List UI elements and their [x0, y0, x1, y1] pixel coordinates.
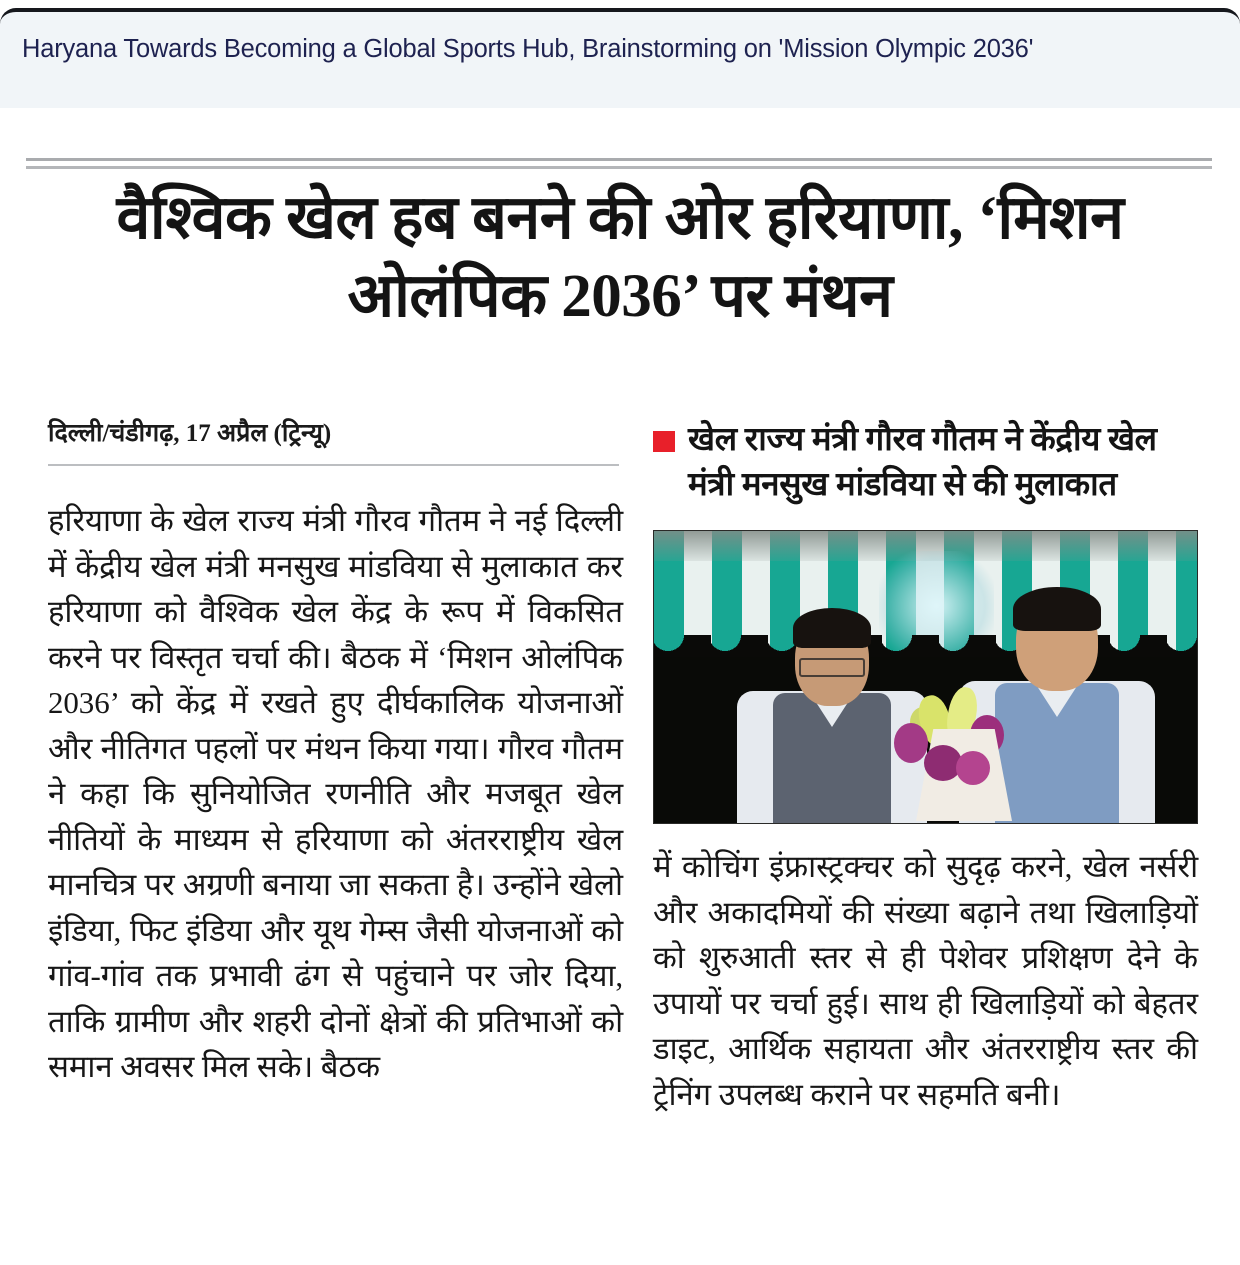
left-person-hair — [793, 608, 871, 648]
flower-bouquet — [890, 671, 1022, 821]
right-person-hair — [1013, 587, 1101, 631]
window-title-bar — [0, 8, 1240, 108]
dateline: दिल्ली/चंडीगढ़, 17 अप्रैल (ट्रिन्यू) — [48, 420, 332, 447]
left-column — [48, 418, 631, 1090]
left-person-vest — [773, 693, 891, 823]
newspaper-clipping — [0, 108, 1240, 1265]
bouquet-flower — [894, 723, 928, 763]
kicker-text: खेल राज्य मंत्री गौरव गौतम ने केंद्रीय खेल मंत्री मनसुख मांडविया से की मुलाकात — [688, 422, 1165, 503]
right-column-body: में कोचिंग इंफ्रास्ट्रक्चर को सुदृढ़ करने, खेल नर्सरी और अकादमियों की संख्या बढ़ाने तथा खिलाड़ियों को शुरुआती स्तर से ही पेशेवर प्रशिक्षण देने के उपायों पर चर्चा हुई। साथ ही खिलाड़ियों को बेहतर डाइट, आर्थिक सहायता और अंतरराष्ट्रीय स्तर की ट्रेनिंग उपलब्ध कराने पर सहमति बनी। — [653, 849, 1206, 1112]
top-rule-secondary — [26, 166, 1212, 169]
dateline-rule — [48, 464, 619, 466]
bouquet-flower — [956, 751, 990, 785]
top-rule-primary — [26, 158, 1212, 161]
page-title: Haryana Towards Becoming a Global Sports Hub, Brainstorming on 'Mission Olympic 2036' — [22, 35, 1034, 63]
glasses-icon — [799, 658, 865, 677]
article-photo — [653, 530, 1198, 824]
right-column — [653, 418, 1206, 1117]
article-headline: वैश्विक खेल हब बनने की ओर हरियाणा, ‘मिशन ओलंपिक 2036’ पर मंथन — [116, 185, 1139, 330]
left-column-body: हरियाणा के खेल राज्य मंत्री गौरव गौतम ने नई दिल्ली में केंद्रीय खेल मंत्री मनसुख मांडविया से मुलाकात कर हरियाणा को वैश्विक खेल केंद्र के रूप में विकसित करने पर विस्तृत चर्चा की। बैठक में ‘मिशन ओलंपिक 2036’ को केंद्र में रखते हुए दीर्घकालिक योजनाओं और नीतिगत पहलों पर मंथन किया गया। गौरव गौतम ने कहा कि सुनियोजित रणनीति और मजबूत खेल नीतियों के माध्यम से हरियाणा को अंतरराष्ट्रीय खेल मानचित्र पर अग्रणी बनाया जा सकता है। उन्होंने खेलो इंडिया, फिट इंडिया और यूथ गेम्स जैसी योजनाओं को गांव-गांव तक प्रभावी ढंग से पहुंचाने पर जोर दिया, ताकि ग्रामीण और शहरी दोनों क्षेत्रों की प्रतिभाओं को समान अवसर मिल सके। बैठक — [48, 503, 631, 1084]
kicker-block — [653, 418, 1198, 508]
red-square-bullet-icon — [653, 431, 675, 452]
